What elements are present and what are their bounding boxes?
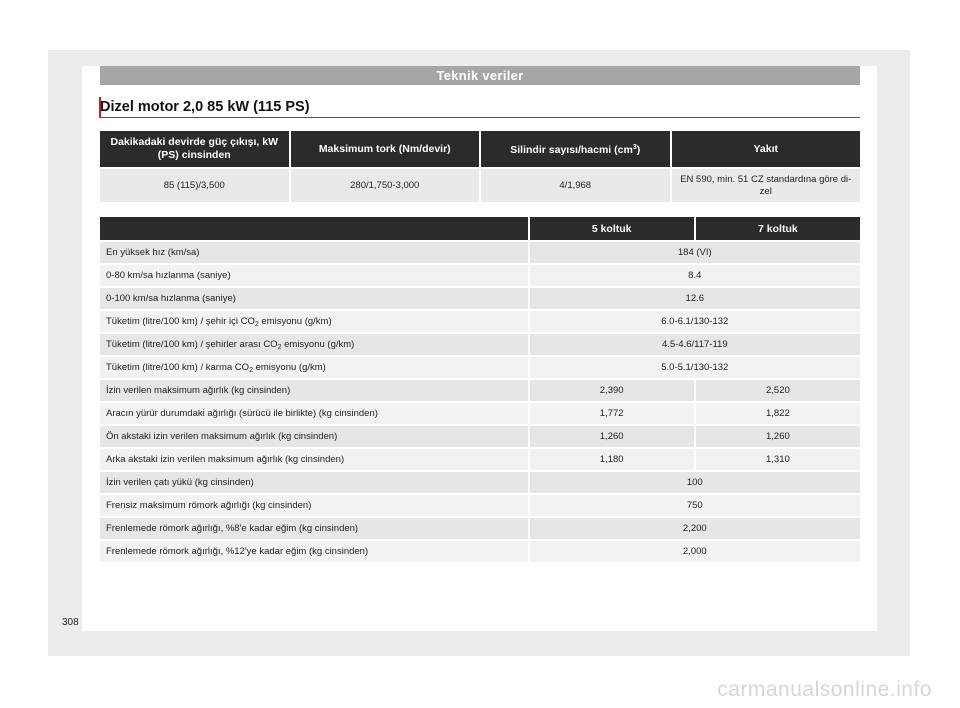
row-value: 5.0-5.1/130-132 xyxy=(530,357,860,378)
header-blank xyxy=(100,217,528,240)
header-7-seats: 7 koltuk xyxy=(696,217,860,240)
row-label-sub: 2 xyxy=(249,366,253,374)
row-value: 100 xyxy=(530,472,860,493)
row-label-b: emisyonu (g/km) xyxy=(281,338,355,350)
cell-torque: 280/1,750-3,000 xyxy=(291,169,480,202)
row-label-b: emisyonu (g/km) xyxy=(258,315,332,327)
header-fuel: Yakıt xyxy=(672,131,861,167)
row-value-7-seats: 1,822 xyxy=(696,403,860,424)
row-label: İzin verilen çatı yükü (kg cinsinden) xyxy=(100,472,528,493)
row-label-a: Tüketim (litre/100 km) / şehirler arası CO xyxy=(106,338,278,350)
header-5-seats: 5 koltuk xyxy=(530,217,694,240)
section-header: Teknik veriler xyxy=(100,66,860,85)
page-number: 308 xyxy=(62,617,79,628)
header-cylinders-text: Silindir sayısı/hacmi (cm xyxy=(510,144,633,156)
engine-table-row xyxy=(100,169,860,202)
row-value: 184 (VI) xyxy=(530,242,860,263)
header-power: Dakikadaki devirde güç çıkışı, kW (PS) cinsinden xyxy=(100,131,289,167)
table-row xyxy=(100,495,860,516)
row-value: 750 xyxy=(530,495,860,516)
row-label: 0-100 km/sa hızlanma (saniye) xyxy=(100,288,528,309)
row-value-5-seats: 2,390 xyxy=(530,380,694,401)
row-label: Frenlemede römork ağırlığı, %8'e kadar eğim (kg cinsinden) xyxy=(100,518,528,539)
performance-table-header xyxy=(100,217,860,240)
header-cylinders-sup: 3 xyxy=(632,144,637,151)
row-value: 2,200 xyxy=(530,518,860,539)
table-row xyxy=(100,334,860,355)
row-label: İzin verilen maksimum ağırlık (kg cinsinden) xyxy=(100,380,528,401)
table-row xyxy=(100,242,860,263)
row-label: 0-80 km/sa hızlanma (saniye) xyxy=(100,265,528,286)
row-value: 12.6 xyxy=(530,288,860,309)
engine-table-header xyxy=(100,131,860,167)
header-cylinders-close: ) xyxy=(636,144,641,156)
row-value-7-seats: 1,310 xyxy=(696,449,860,470)
table-row xyxy=(100,288,860,309)
row-value-7-seats: 1,260 xyxy=(696,426,860,447)
cell-power: 85 (115)/3,500 xyxy=(100,169,289,202)
table-row xyxy=(100,311,860,332)
row-label: Frenlemede römork ağırlığı, %12'ye kadar eğim (kg cinsinden) xyxy=(100,541,528,562)
title-rule xyxy=(100,117,860,118)
table-row xyxy=(100,265,860,286)
row-label-b: emisyonu (g/km) xyxy=(252,361,326,373)
row-label xyxy=(100,357,528,378)
table-row xyxy=(100,380,860,401)
table-row xyxy=(100,518,860,539)
row-label-a: Tüketim (litre/100 km) / karma CO xyxy=(106,361,250,373)
row-value: 6.0-6.1/130-132 xyxy=(530,311,860,332)
cell-cylinders: 4/1,968 xyxy=(481,169,670,202)
row-value: 2,000 xyxy=(530,541,860,562)
row-value-5-seats: 1,772 xyxy=(530,403,694,424)
performance-table xyxy=(98,215,862,564)
row-label: Arka akstaki izin verilen maksimum ağırlık (kg cinsinden) xyxy=(100,449,528,470)
engine-table xyxy=(98,129,862,204)
table-row xyxy=(100,357,860,378)
row-label: En yüksek hız (km/sa) xyxy=(100,242,528,263)
row-label-a: Tüketim (litre/100 km) / şehir içi CO xyxy=(106,315,255,327)
row-value-5-seats: 1,260 xyxy=(530,426,694,447)
page-title: Dizel motor 2,0 85 kW (115 PS) xyxy=(100,99,310,115)
row-label-sub: 2 xyxy=(254,320,259,328)
table-row xyxy=(100,449,860,470)
row-label: Frensiz maksimum römork ağırlığı (kg cinsinden) xyxy=(100,495,528,516)
row-value-5-seats: 1,180 xyxy=(530,449,694,470)
row-label-sub: 2 xyxy=(277,343,282,351)
row-label: Aracın yürür durumdaki ağırlığı (sürücü ile birlikte) (kg cinsinden) xyxy=(100,403,528,424)
watermark: carmanualsonline.info xyxy=(717,678,932,701)
row-value: 8.4 xyxy=(530,265,860,286)
table-row xyxy=(100,472,860,493)
row-value: 4.5-4.6/117-119 xyxy=(530,334,860,355)
table-row xyxy=(100,541,860,562)
row-value-7-seats: 2,520 xyxy=(696,380,860,401)
cell-fuel: EN 590, min. 51 CZ standardına göre di-zel xyxy=(672,169,861,202)
row-label: Ön akstaki izin verilen maksimum ağırlık (kg cinsinden) xyxy=(100,426,528,447)
header-torque: Maksimum tork (Nm/devir) xyxy=(291,131,480,167)
table-row xyxy=(100,403,860,424)
row-label xyxy=(100,334,528,355)
row-label xyxy=(100,311,528,332)
header-cylinders xyxy=(481,131,670,167)
table-row xyxy=(100,426,860,447)
